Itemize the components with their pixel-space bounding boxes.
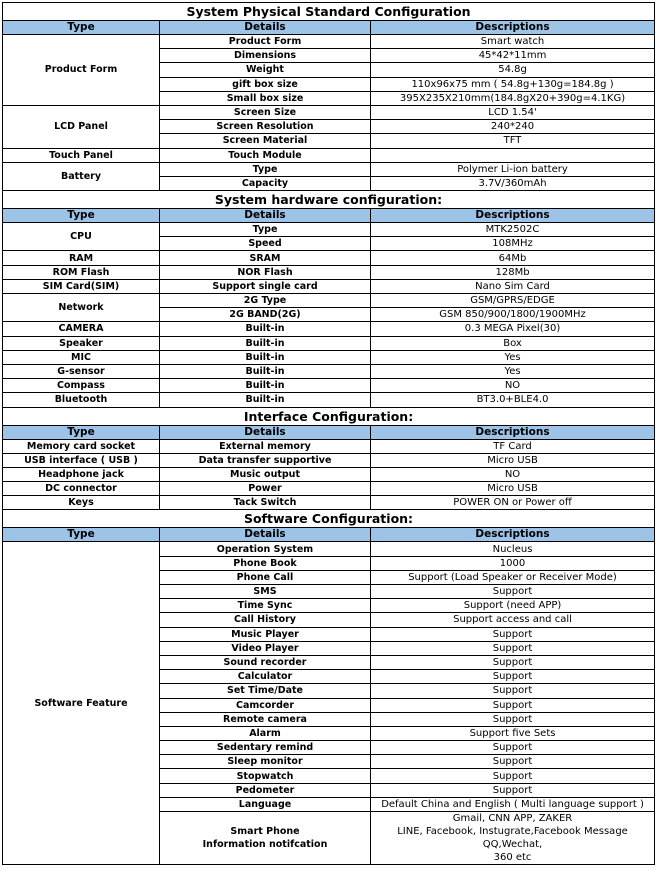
description-cell: Gmail, CNN APP, ZAKER LINE, Facebook, Instugrate,Facebook Message QQ,Wechat, 360 etc: [371, 812, 655, 865]
detail-cell: Language: [160, 797, 371, 811]
description-cell: Support: [371, 698, 655, 712]
description-cell: Support (Load Speaker or Receiver Mode): [371, 570, 655, 584]
type-cell-keys: Keys: [3, 496, 160, 510]
detail-cell: Data transfer supportive: [160, 453, 371, 467]
column-header-type: Type: [3, 425, 160, 439]
detail-cell: NOR Flash: [160, 265, 371, 279]
section-title-row: [3, 191, 655, 209]
table-row: [3, 223, 655, 237]
description-cell: 128Mb: [371, 265, 655, 279]
detail-cell: 2G Type: [160, 294, 371, 308]
section-title-row: [3, 3, 655, 21]
description-cell: Support: [371, 783, 655, 797]
description-cell: Smart watch: [371, 35, 655, 49]
column-header-details: Details: [160, 425, 371, 439]
detail-cell: Speed: [160, 237, 371, 251]
section-title-row: [3, 510, 655, 528]
description-cell: MTK2502C: [371, 223, 655, 237]
description-cell: Box: [371, 336, 655, 350]
description-cell: [371, 148, 655, 162]
column-header-type: Type: [3, 21, 160, 35]
description-cell: 54.8g: [371, 63, 655, 77]
column-header-row: [3, 425, 655, 439]
section-title: Interface Configuration:: [3, 407, 655, 425]
detail-cell: Time Sync: [160, 599, 371, 613]
detail-cell: SRAM: [160, 251, 371, 265]
type-cell-product-form: Product Form: [3, 35, 160, 106]
description-cell: Support: [371, 641, 655, 655]
type-cell-speaker: Speaker: [3, 336, 160, 350]
section-title-row: [3, 407, 655, 425]
description-cell: Polymer Li-ion battery: [371, 162, 655, 176]
detail-cell: Type: [160, 223, 371, 237]
detail-cell: Dimensions: [160, 49, 371, 63]
description-cell: 395X235X210mm(184.8gX20+390g=4.1KG): [371, 91, 655, 105]
table-row: [3, 279, 655, 293]
description-cell: Yes: [371, 364, 655, 378]
description-cell: 110x96x75 mm ( 54.8g+130g=184.8g ): [371, 77, 655, 91]
detail-cell: Camcorder: [160, 698, 371, 712]
table-row: [3, 35, 655, 49]
detail-cell: Weight: [160, 63, 371, 77]
detail-cell: gift box size: [160, 77, 371, 91]
detail-cell: Sedentary remind: [160, 741, 371, 755]
description-cell: 45*42*11mm: [371, 49, 655, 63]
description-cell: Micro USB: [371, 453, 655, 467]
table-row: [3, 294, 655, 308]
column-header-type: Type: [3, 209, 160, 223]
section-title: Software Configuration:: [3, 510, 655, 528]
detail-cell: Capacity: [160, 176, 371, 190]
description-cell: Nucleus: [371, 542, 655, 556]
section-title: System hardware configuration:: [3, 191, 655, 209]
description-cell: 3.7V/360mAh: [371, 176, 655, 190]
detail-cell: Stopwatch: [160, 769, 371, 783]
description-cell: 240*240: [371, 120, 655, 134]
detail-cell: Built-in: [160, 393, 371, 407]
detail-cell: Music output: [160, 467, 371, 481]
table-row: [3, 265, 655, 279]
detail-cell: Phone Book: [160, 556, 371, 570]
type-cell-ram: RAM: [3, 251, 160, 265]
type-cell-camera: CAMERA: [3, 322, 160, 336]
description-cell: Support: [371, 670, 655, 684]
type-cell-battery: Battery: [3, 162, 160, 190]
detail-cell: Remote camera: [160, 712, 371, 726]
detail-cell: Music Player: [160, 627, 371, 641]
detail-cell: Tack Switch: [160, 496, 371, 510]
description-cell: Support access and call: [371, 613, 655, 627]
type-cell-sim-card-sim: SIM Card(SIM): [3, 279, 160, 293]
type-cell-memory-card-socket: Memory card socket: [3, 439, 160, 453]
description-cell: Yes: [371, 350, 655, 364]
table-row: [3, 148, 655, 162]
column-header-descriptions: Descriptions: [371, 209, 655, 223]
table-row: [3, 322, 655, 336]
detail-cell: Set Time/Date: [160, 684, 371, 698]
column-header-details: Details: [160, 528, 371, 542]
table-row: [3, 482, 655, 496]
detail-cell: Pedometer: [160, 783, 371, 797]
type-cell-software-feature: Software Feature: [3, 542, 160, 865]
detail-cell: Power: [160, 482, 371, 496]
column-header-descriptions: Descriptions: [371, 21, 655, 35]
detail-cell: Smart Phone Information notifcation: [160, 812, 371, 865]
detail-cell: Operation System: [160, 542, 371, 556]
table-row: [3, 379, 655, 393]
detail-cell: Built-in: [160, 350, 371, 364]
type-cell-network: Network: [3, 294, 160, 322]
description-cell: Default China and English ( Multi language support ): [371, 797, 655, 811]
description-cell: 0.3 MEGA Pixel(30): [371, 322, 655, 336]
detail-cell: Built-in: [160, 379, 371, 393]
description-cell: LCD 1.54': [371, 105, 655, 119]
detail-cell: Sound recorder: [160, 655, 371, 669]
column-header-details: Details: [160, 21, 371, 35]
description-cell: Nano Sim Card: [371, 279, 655, 293]
type-cell-mic: MIC: [3, 350, 160, 364]
description-cell: Support: [371, 741, 655, 755]
type-cell-dc-connector: DC connector: [3, 482, 160, 496]
detail-cell: Screen Size: [160, 105, 371, 119]
description-cell: TFT: [371, 134, 655, 148]
table-row: [3, 105, 655, 119]
description-cell: Support: [371, 627, 655, 641]
detail-cell: Screen Resolution: [160, 120, 371, 134]
detail-cell: Small box size: [160, 91, 371, 105]
column-header-row: [3, 528, 655, 542]
spec-sheet-body: [3, 3, 655, 865]
table-row: [3, 336, 655, 350]
description-cell: Support five Sets: [371, 726, 655, 740]
detail-cell: Type: [160, 162, 371, 176]
description-cell: Micro USB: [371, 482, 655, 496]
description-cell: NO: [371, 379, 655, 393]
description-cell: POWER ON or Power off: [371, 496, 655, 510]
table-row: [3, 542, 655, 556]
type-cell-headphone-jack: Headphone jack: [3, 467, 160, 481]
type-cell-lcd-panel: LCD Panel: [3, 105, 160, 148]
type-cell-bluetooth: Bluetooth: [3, 393, 160, 407]
detail-cell: Sleep monitor: [160, 755, 371, 769]
section-title: System Physical Standard Configuration: [3, 3, 655, 21]
detail-cell: External memory: [160, 439, 371, 453]
description-cell: 1000: [371, 556, 655, 570]
table-row: [3, 251, 655, 265]
table-row: [3, 496, 655, 510]
column-header-row: [3, 209, 655, 223]
column-header-descriptions: Descriptions: [371, 425, 655, 439]
type-cell-rom-flash: ROM Flash: [3, 265, 160, 279]
detail-cell: Built-in: [160, 336, 371, 350]
detail-cell: Built-in: [160, 322, 371, 336]
type-cell-usb-interface-usb: USB interface ( USB ): [3, 453, 160, 467]
description-cell: Support: [371, 655, 655, 669]
type-cell-cpu: CPU: [3, 223, 160, 251]
type-cell-touch-panel: Touch Panel: [3, 148, 160, 162]
column-header-type: Type: [3, 528, 160, 542]
description-cell: TF Card: [371, 439, 655, 453]
description-cell: Support: [371, 585, 655, 599]
column-header-details: Details: [160, 209, 371, 223]
detail-cell: Product Form: [160, 35, 371, 49]
type-cell-compass: Compass: [3, 379, 160, 393]
detail-cell: Calculator: [160, 670, 371, 684]
description-cell: Support: [371, 712, 655, 726]
detail-cell: Call History: [160, 613, 371, 627]
table-row: [3, 364, 655, 378]
description-cell: Support: [371, 769, 655, 783]
column-header-row: [3, 21, 655, 35]
table-row: [3, 467, 655, 481]
table-row: [3, 350, 655, 364]
detail-cell: Support single card: [160, 279, 371, 293]
table-row: [3, 439, 655, 453]
description-cell: 108MHz: [371, 237, 655, 251]
description-cell: GSM 850/900/1800/1900MHz: [371, 308, 655, 322]
table-row: [3, 162, 655, 176]
column-header-descriptions: Descriptions: [371, 528, 655, 542]
detail-cell: Touch Module: [160, 148, 371, 162]
description-cell: GSM/GPRS/EDGE: [371, 294, 655, 308]
description-cell: Support (need APP): [371, 599, 655, 613]
type-cell-g-sensor: G-sensor: [3, 364, 160, 378]
detail-cell: SMS: [160, 585, 371, 599]
detail-cell: 2G BAND(2G): [160, 308, 371, 322]
detail-cell: Screen Material: [160, 134, 371, 148]
description-cell: Support: [371, 755, 655, 769]
description-cell: 64Mb: [371, 251, 655, 265]
detail-cell: Built-in: [160, 364, 371, 378]
description-cell: BT3.0+BLE4.0: [371, 393, 655, 407]
table-row: [3, 453, 655, 467]
spec-sheet-table: [2, 2, 655, 865]
detail-cell: Phone Call: [160, 570, 371, 584]
description-cell: NO: [371, 467, 655, 481]
table-row: [3, 393, 655, 407]
detail-cell: Alarm: [160, 726, 371, 740]
description-cell: Support: [371, 684, 655, 698]
detail-cell: Video Player: [160, 641, 371, 655]
